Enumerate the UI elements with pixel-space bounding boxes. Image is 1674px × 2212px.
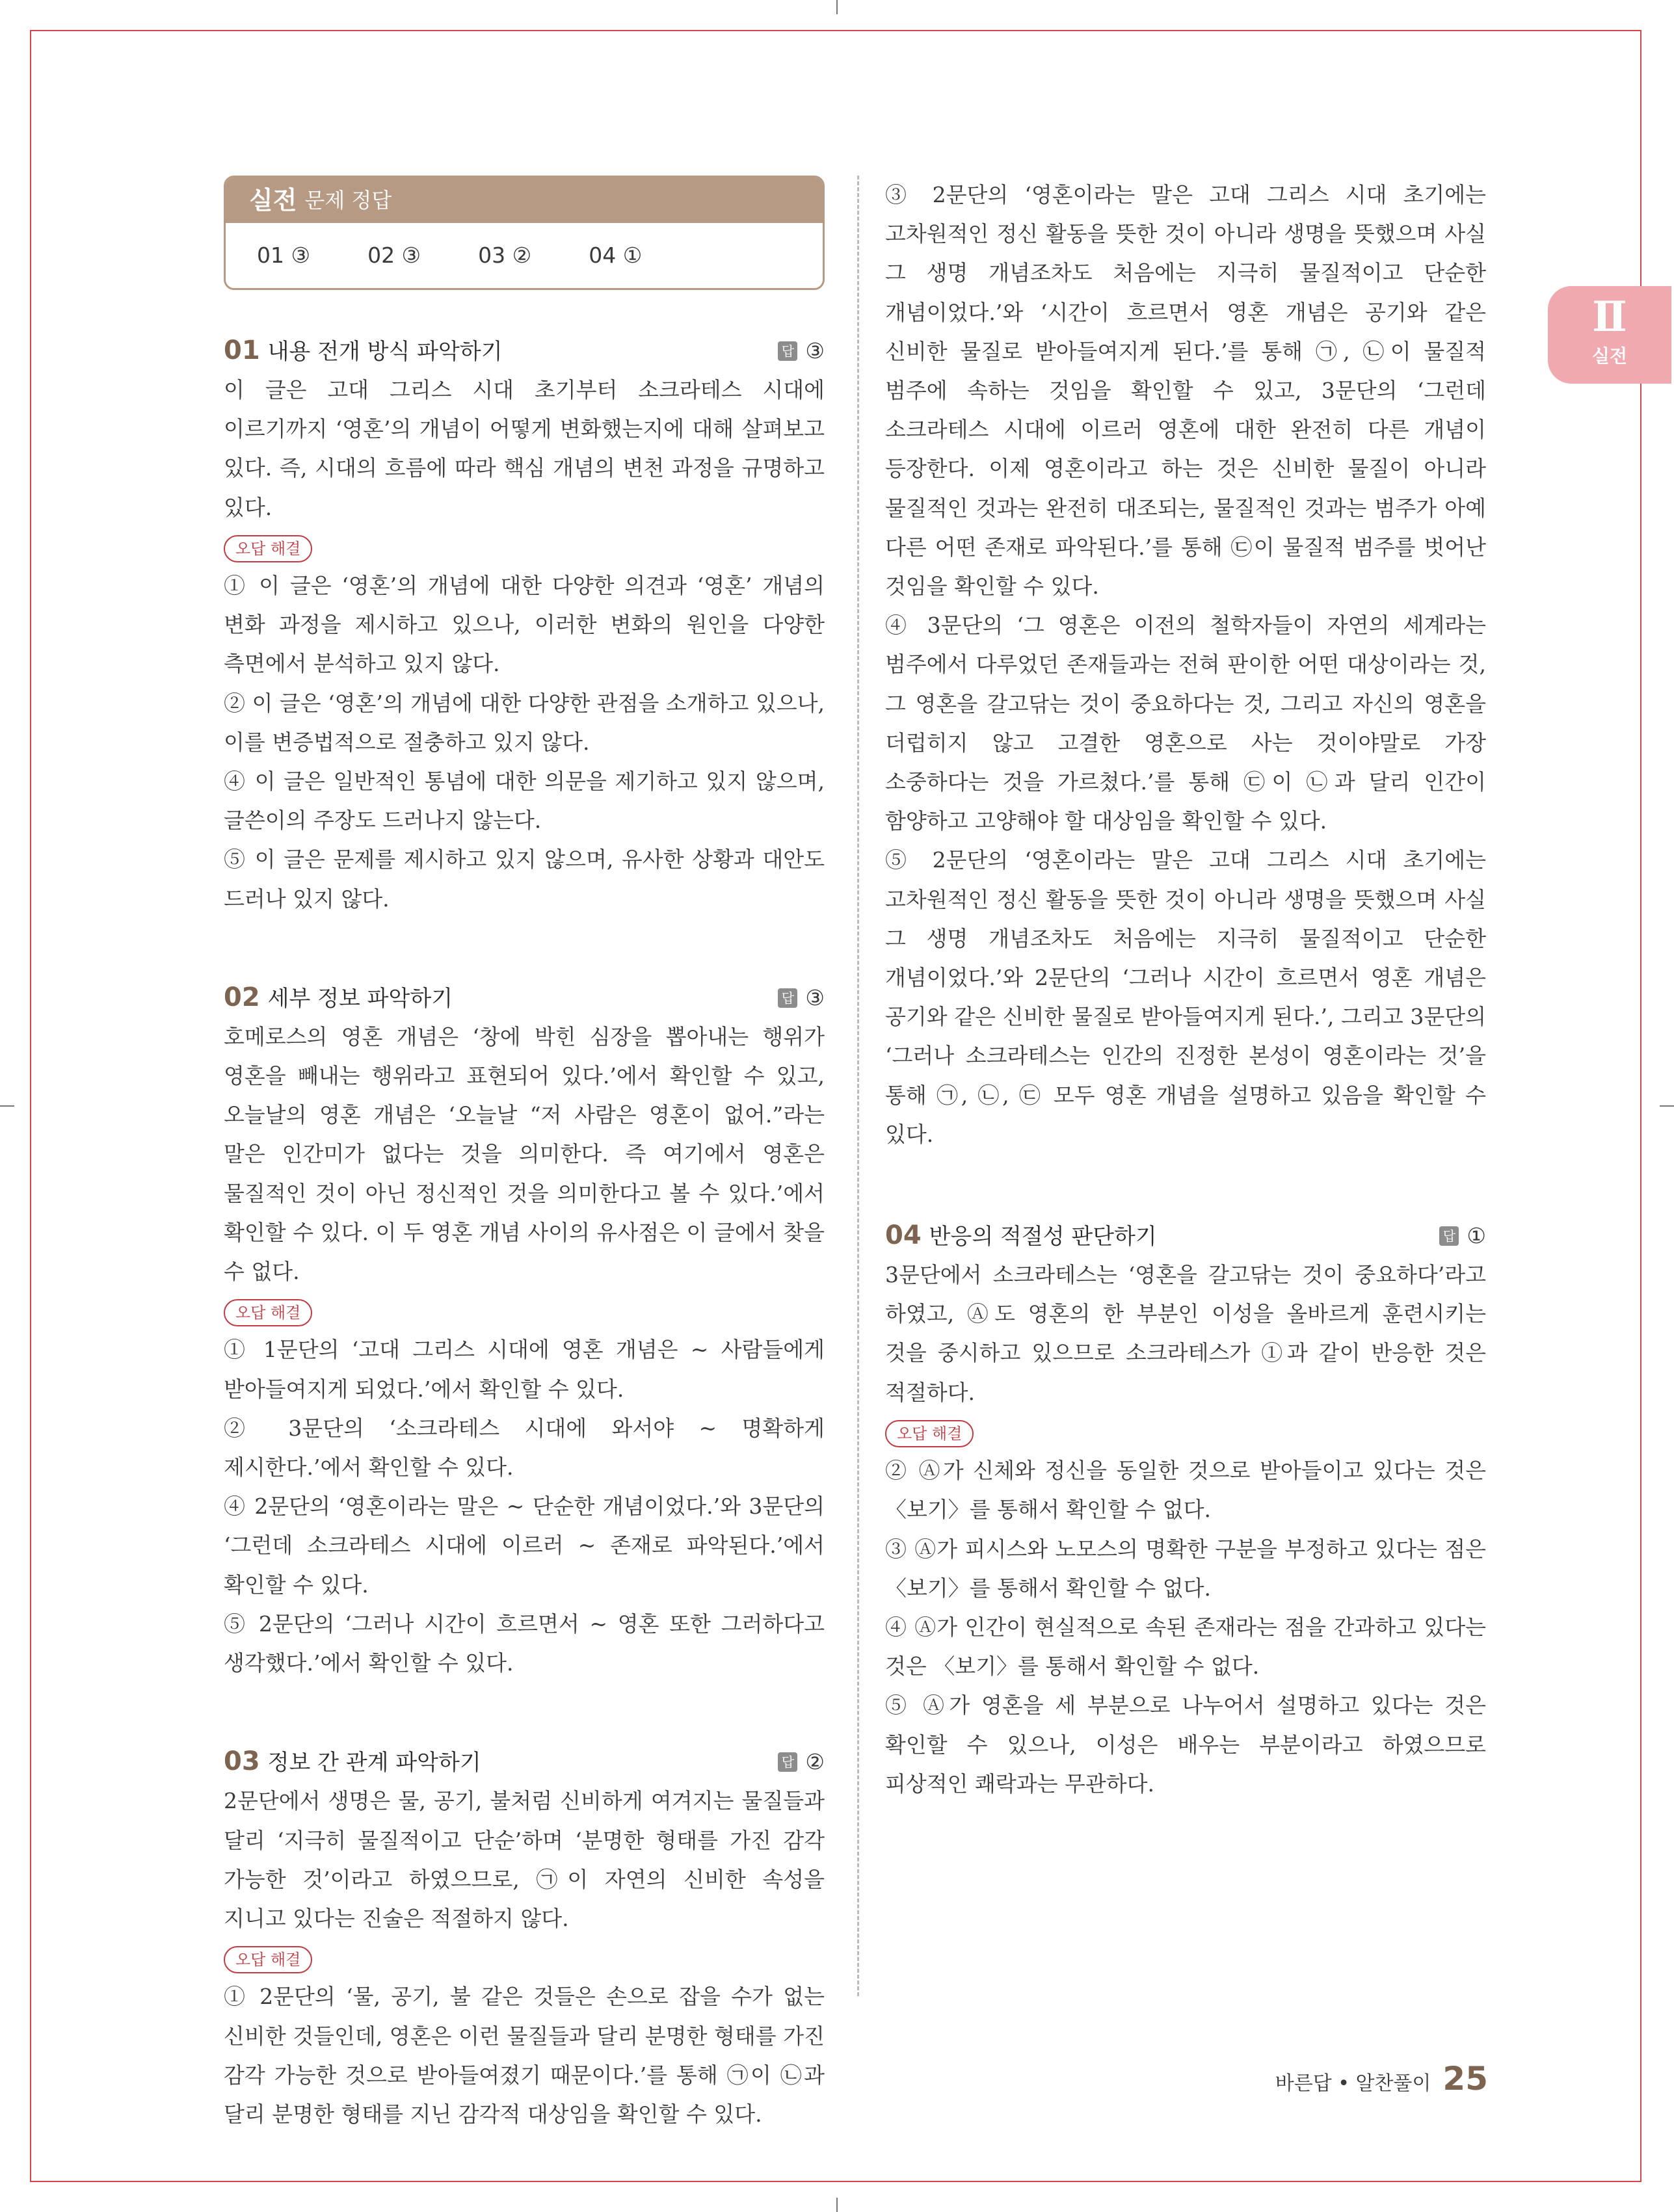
footer-book-title: 바른답 • 알찬풀이 [1275,2072,1431,2095]
right-column [885,176,1486,1863]
wrong-answer-item: ⑤ Ⓐ가 영혼을 세 부분으로 나누어서 설명하고 있다는 것은 확인할 수 있으나, 이성은 배우는 부분이라고 하였으므로 피상적인 쾌락과는 무관하다. [885,1692,1486,1797]
section-tab-roman: Ⅱ [1592,293,1627,341]
explanation-text: 2문단에서 생명은 물, 공기, 불처럼 신비하게 여겨지는 물질들과 달리 ‘지극히 물질적이고 단순’하며 ‘분명한 형태를 가진 감각 가능한 것’이라고 하였으므로, ㉠이 자연의 신비한 속성을 지니고 있다는 진술은 적절하지 않다. [224,1788,825,1931]
question-title: 반응의 적절성 판단하기 [929,1223,1157,1250]
wrong-answer-item: ④ Ⓐ가 인간이 현실적으로 속된 존재라는 점을 간과하고 있다는 것은 〈보기〉를 통해서 확인할 수 없다. [885,1614,1486,1679]
wrong-answer-item: ② 이 글은 ‘영혼’의 개념에 대한 다양한 관점을 소개하고 있으나, 이를 변증법적으로 절충하고 있지 않다. [224,690,825,755]
wrong-answer-item: ① 이 글은 ‘영혼’의 개념에 대한 다양한 의견과 ‘영혼’ 개념의 변화 과정을 제시하고 있으나, 이러한 변화의 원인을 다양한 측면에서 분석하고 있지 않다. [224,573,825,677]
wrong-answer-item: ② Ⓐ가 신체와 정신을 동일한 것으로 받아들이고 있다는 것은 〈보기〉를 통해서 확인할 수 없다. [885,1458,1486,1523]
answer-key-item: 01 ③ [257,242,311,268]
wrong-answer-item: ③ Ⓐ가 피시스와 노모스의 명확한 구분을 부정하고 있다는 점은 〈보기〉를 통해서 확인할 수 없다. [885,1536,1486,1601]
wrong-answer-item: ⑤ 이 글은 문제를 제시하고 있지 않으며, 유사한 상황과 대안도 드러나 있지 않다. [224,847,825,912]
question-03-continued [885,176,1486,1154]
wrong-answer-item: ④ 2문단의 ‘영혼이라는 말은 ~ 단순한 개념이었다.’와 3문단의 ‘그런데 소크라테스 시대에 이르러 ~ 존재로 파악된다.’에서 확인할 수 있다. [224,1494,825,1598]
question-02 [224,979,825,1683]
wrong-answer-item: ④ 3문단의 ‘그 영혼은 이전의 철학자들이 자연의 세계라는 범주에서 다루었던 존재들과는 전혀 판이한 어떤 대상이라는 것, 그 영혼을 갈고닦는 것이 중요하다는 것, 그리고 자신의 영혼을 더럽히지 않고 고결한 영혼으로 사는 것이야말로 가장 소중하다는 것을 가르쳤다.’를 통해 ㉢이 ㉡과 달리 인간이 함양하고 고양해야 할 대상임을 확인할 수 있다. [885,612,1486,834]
question-answer: ① [1467,1222,1486,1248]
answer-badge: 답 [778,1752,797,1772]
crop-mark [836,0,838,14]
question-03 [224,1743,825,2134]
question-title: 정보 간 관계 파악하기 [267,1750,481,1776]
section-tab-label: 실전 [1591,345,1628,367]
crop-mark [836,2198,838,2212]
page-footer [1275,2060,1488,2098]
wrong-answer-item: ① 2문단의 ‘물, 공기, 불 같은 것들은 손으로 잡을 수가 없는 신비한 것들인데, 영혼은 이런 물질들과 달리 분명한 형태를 가진 감각 가능한 것으로 받아들여졌기 때문이다.’를 통해 ㉠이 ㉡과 달리 분명한 형태를 지닌 감각적 대상임을 확인할 수 있다. [224,1984,825,2127]
wrong-answer-tag: 오답 해결 [224,535,312,562]
answer-key-header [226,178,823,223]
question-header [885,1217,1486,1256]
answer-key-item: 02 ③ [367,242,421,268]
question-number: 04 [885,1220,922,1250]
question-number: 01 [224,335,260,365]
answer-key-title: 문제 정답 [304,187,392,213]
wrong-answer-item: ④ 이 글은 일반적인 통념에 대한 의문을 제기하고 있지 않으며, 글쓴이의 주장도 드러나지 않는다. [224,769,825,834]
wrong-answer-tag: 오답 해결 [885,1420,974,1447]
left-column [224,176,825,2134]
section-tab [1548,286,1671,384]
wrong-answer-tag: 오답 해결 [224,1946,312,1973]
wrong-answer-item: ③ 2문단의 ‘영혼이라는 말은 고대 그리스 시대 초기에는 고차원적인 정신 활동을 뜻한 것이 아니라 생명을 뜻했으며 사실 그 생명 개념조차도 처음에는 지극히 물질적이고 단순한 개념이었다.’와 ‘시간이 흐르면서 영혼 개념은 공기와 같은 신비한 물질로 받아들여지게 된다.’를 통해 ㉠, ㉡이 물질적 범주에 속하는 것임을 확인할 수 있고, 3문단의 ‘그런데 소크라테스 시대에 이르러 영혼에 대한 완전히 다른 개념이 등장한다. 이제 영혼이라고 하는 것은 신비한 물질이 아니라 물질적인 것과는 완전히 대조되는, 물질적인 것과는 범주가 아예 다른 어떤 존재로 파악된다.’를 통해 ㉢이 물질적 범주를 벗어난 것임을 확인할 수 있다. [885,182,1487,599]
answer-key-item: 03 ② [478,242,532,268]
question-answer: ③ [805,984,825,1010]
crop-mark [0,1105,14,1107]
explanation-text: 이 글은 고대 그리스 시대 초기부터 소크라테스 시대에 이르기까지 ‘영혼’의 개념이 어떻게 변화했는지에 대해 살펴보고 있다. 즉, 시대의 흐름에 따라 핵심 개념의 변천 과정을 규명하고 있다. [224,377,825,520]
wrong-answer-tag: 오답 해결 [224,1299,312,1326]
question-number: 02 [224,982,260,1012]
answer-key-box [224,176,825,290]
explanation-text: 호메로스의 영혼 개념은 ‘창에 박힌 심장을 뽑아내는 행위가 영혼을 빼내는 행위라고 표현되어 있다.’에서 확인할 수 있고, 오늘날의 영혼 개념은 ‘오늘날 “저 사람은 영혼이 없어.”라는 말은 인간미가 없다는 것을 의미한다. 즉 여기에서 영혼은 물질적인 것이 아닌 정신적인 것을 의미한다고 볼 수 있다.’에서 확인할 수 있다. 이 두 영혼 개념 사이의 유사점은 이 글에서 찾을 수 없다. [224,1023,825,1285]
question-header [224,979,825,1018]
question-answer: ② [805,1749,825,1775]
answer-badge: 답 [1439,1226,1459,1246]
question-01 [224,332,825,919]
wrong-answer-item: ⑤ 2문단의 ‘그러나 시간이 흐르면서 ~ 영혼 또한 그러하다고 생각했다.’에서 확인할 수 있다. [224,1611,825,1676]
crop-mark [1660,1105,1674,1107]
question-answer: ③ [805,337,825,363]
answer-badge: 답 [778,988,797,1008]
question-header [224,1743,825,1782]
question-04 [885,1217,1486,1804]
explanation-text: 3문단에서 소크라테스는 ‘영혼을 갈고닦는 것이 중요하다’라고 하였고, Ⓐ도 영혼의 한 부분인 이성을 올바르게 훈련시키는 것을 중시하고 있으므로 소크라테스가 ①과 같이 반응한 것은 적절하다. [885,1262,1486,1405]
question-header [224,332,825,371]
column-divider [857,176,859,1996]
question-title: 내용 전개 방식 파악하기 [267,338,503,365]
answer-key-row [226,223,823,288]
page-number: 25 [1442,2060,1488,2098]
question-number: 03 [224,1746,260,1777]
wrong-answer-item: ② 3문단의 ‘소크라테스 시대에 와서야 ~ 명확하게 제시한다.’에서 확인할 수 있다. [224,1415,825,1481]
wrong-answer-item: ⑤ 2문단의 ‘영혼이라는 말은 고대 그리스 시대 초기에는 고차원적인 정신 활동을 뜻한 것이 아니라 생명을 뜻했으며 사실 그 생명 개념조차도 처음에는 지극히 물질적이고 단순한 개념이었다.’와 2문단의 ‘그러나 시간이 흐르면서 영혼 개념은 공기와 같은 신비한 물질로 받아들여지게 된다.’, 그리고 3문단의 ‘그러나 소크라테스는 인간의 진정한 본성이 영혼이라는 것’을 통해 ㉠, ㉡, ㉢ 모두 영혼 개념을 설명하고 있음을 확인할 수 있다. [885,847,1486,1147]
answer-key-title-strong: 실전 [249,185,297,215]
wrong-answer-item: ① 1문단의 ‘고대 그리스 시대에 영혼 개념은 ~ 사람들에게 받아들여지게 되었다.’에서 확인할 수 있다. [224,1337,825,1402]
question-title: 세부 정보 파악하기 [267,985,453,1012]
answer-badge: 답 [778,341,797,361]
answer-key-item: 04 ① [589,242,643,268]
